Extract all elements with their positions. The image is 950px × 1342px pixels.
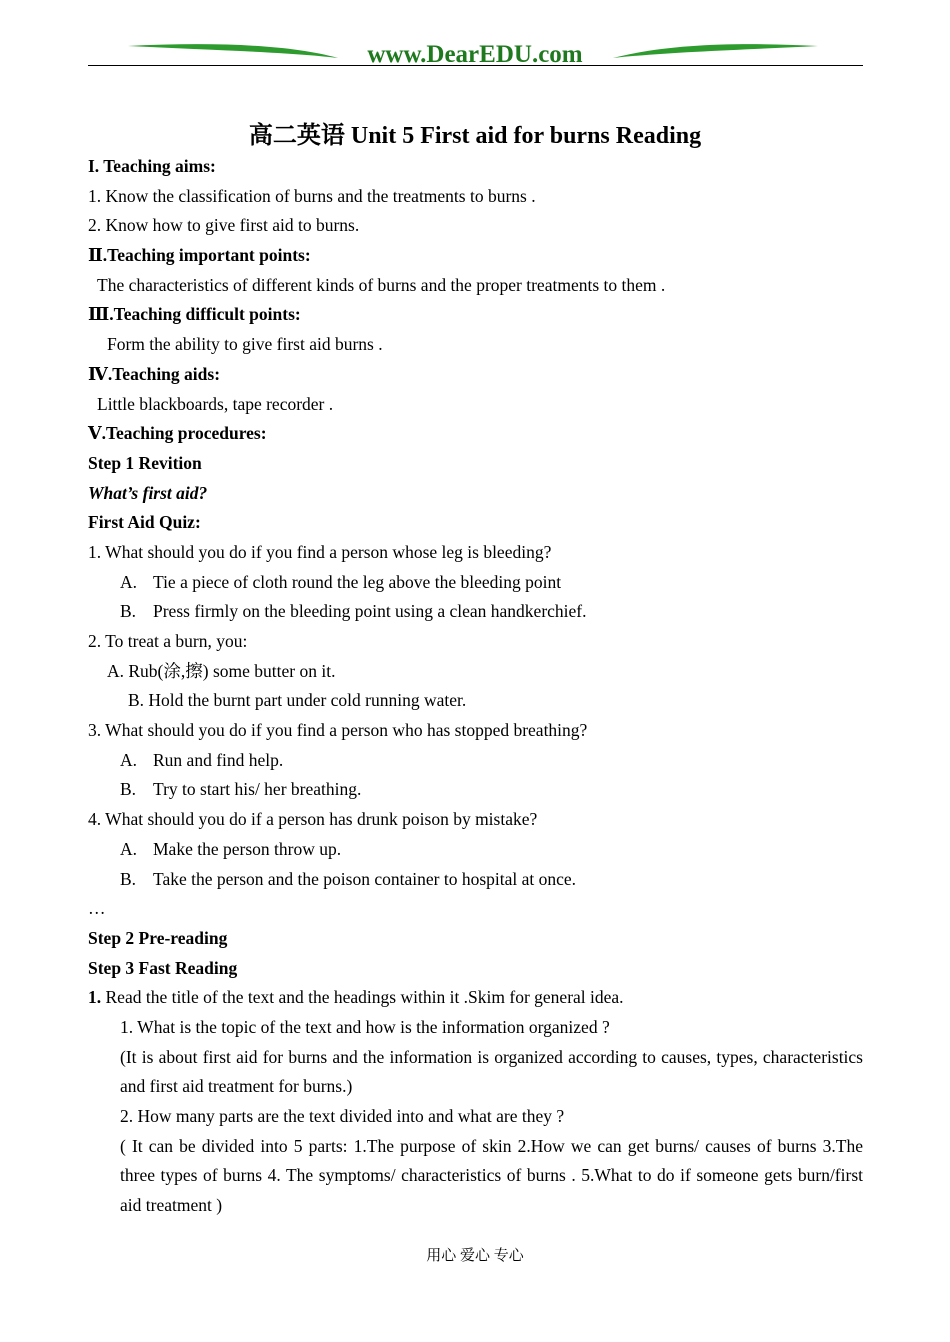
quiz-question: 3. What should you do if you find a person who has stopped breathing?	[88, 720, 588, 741]
option-text: Make the person throw up.	[153, 838, 342, 859]
answer-paragraph: (It is about first aid for burns and the information is organized according to causes, types, characteristics and first aid treatment for burns.)	[120, 1046, 863, 1097]
sub-question: 2. How many parts are the text divided into and what are they ?	[120, 1106, 565, 1127]
aim-item: 1. Know the classification of burns and the treatments to burns .	[88, 185, 536, 206]
step-2-heading: Step 2 Pre-reading	[88, 927, 228, 948]
site-header-banner	[88, 36, 863, 68]
difficult-points-heading: Ⅲ.Teaching difficult points:	[88, 304, 301, 325]
option-text: Press firmly on the bleeding point using a clean handkerchief.	[153, 601, 587, 622]
option-text: Try to start his/ her breathing.	[153, 779, 362, 800]
option-text: Tie a piece of cloth round the leg above the bleeding point	[153, 571, 562, 592]
fast-reading-task	[88, 983, 863, 1013]
option-label: B.	[120, 868, 137, 889]
document-body	[88, 152, 863, 1221]
aim-item: 2. Know how to give first aid to burns.	[88, 215, 360, 236]
difficult-points-text: Form the ability to give first aid burns .	[107, 334, 383, 355]
option-label: B.	[120, 779, 137, 800]
whats-first-aid: What’s first aid?	[88, 482, 208, 503]
option-label: B.	[120, 601, 137, 622]
teaching-aids-text: Little blackboards, tape recorder .	[97, 393, 334, 414]
option-text: Run and find help.	[153, 749, 284, 770]
step-3-heading: Step 3 Fast Reading	[88, 957, 238, 978]
quiz-option: B. Hold the burnt part under cold running water.	[128, 690, 467, 711]
quiz-option	[88, 775, 863, 805]
task-text: Read the title of the text and the headings within it .Skim for general idea.	[101, 987, 624, 1008]
quiz-option	[88, 597, 863, 627]
option-label: A.	[120, 571, 138, 592]
quiz-option: A. Rub(涂,擦) some butter on it.	[107, 660, 336, 681]
option-label: A.	[120, 838, 138, 859]
option-text: Take the person and the poison container to hospital at once.	[153, 868, 577, 889]
quiz-question: 2. To treat a burn, you:	[88, 631, 248, 651]
quiz-option	[88, 835, 863, 865]
page-title: 高二英语 Unit 5 First aid for burns Reading	[248, 123, 702, 149]
important-points-text: The characteristics of different kinds of burns and the proper treatments to them .	[97, 274, 666, 295]
quiz-heading: First Aid Quiz:	[88, 512, 201, 533]
answer-paragraph: ( It can be divided into 5 parts: 1.The purpose of skin 2.How we can get burns/ causes of burns 3.The three types of burns 4. The symptoms/ characteristics of burns . 5.What to do if someone gets burn/first aid treatment )	[120, 1135, 863, 1216]
aims-heading: I. Teaching aims:	[88, 156, 216, 176]
procedures-heading: Ⅴ.Teaching procedures:	[88, 423, 267, 444]
option-label: A.	[120, 749, 138, 770]
quiz-question: 4. What should you do if a person has drunk poison by mistake?	[88, 809, 538, 830]
step-1-heading: Step 1 Revition	[88, 452, 202, 473]
page-footer: 用心 爱心 专心	[426, 1248, 524, 1264]
ellipsis: …	[88, 898, 106, 919]
teaching-aids-heading: Ⅳ.Teaching aids:	[88, 363, 221, 384]
header-rule	[88, 65, 863, 66]
quiz-question: 1. What should you do if you find a person whose leg is bleeding?	[88, 541, 552, 562]
sub-question: 1. What is the topic of the text and how is the information organized ?	[120, 1016, 610, 1037]
quiz-option	[88, 568, 863, 598]
header-swoosh-graphic	[88, 36, 863, 68]
task-number: 1.	[88, 987, 102, 1008]
important-points-heading: Ⅱ.Teaching important points:	[88, 245, 311, 266]
site-logo-text: www.DearEDU.com	[367, 41, 583, 68]
quiz-option	[88, 746, 863, 776]
quiz-option	[88, 865, 863, 895]
